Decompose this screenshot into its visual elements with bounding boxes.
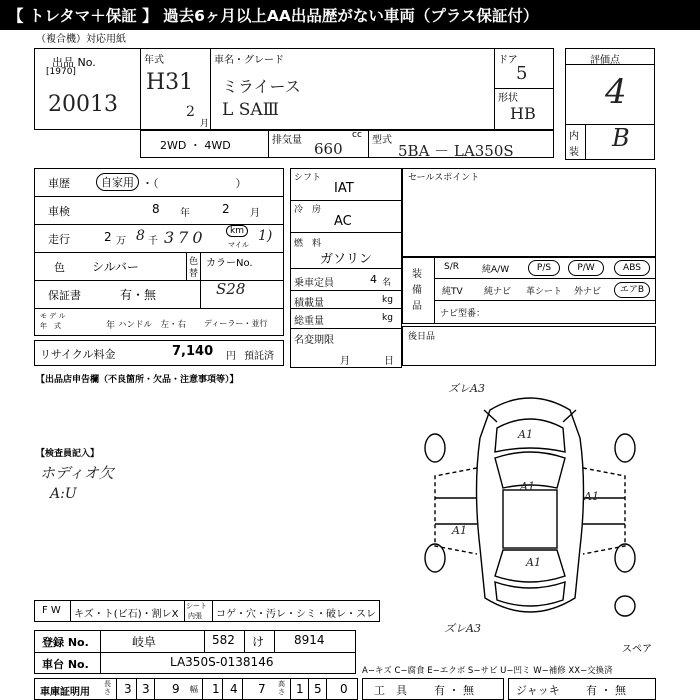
mileage-man-unit: 万 [116,236,126,247]
capacity-unit: 名 [382,278,392,288]
car-grade: L SAⅢ [222,100,280,120]
gross-label: 総重量 [294,316,324,327]
year-month-unit: 月 [200,119,210,129]
color-value: シルバー [92,260,139,274]
cert-height-1: 5 [314,682,322,696]
diagram-mark-back: ズレA3 [444,622,481,635]
shift-label: シフト [294,173,322,183]
load-label: 積載量 [294,298,324,309]
history-rest: ・（ ） [142,177,247,190]
car-damage-diagram [415,378,645,638]
spare-tire [615,596,635,616]
equip-ext-navi: 外ナビ [574,287,602,297]
name-change-day: 日 [384,356,394,367]
car-left-side [435,468,477,554]
diagram-mark-right: A1 [584,490,599,503]
history-value: 自家用 [96,173,139,191]
equip-nav-type: ナビ型番： [440,309,486,319]
load-unit: kg [382,295,393,305]
chassis-value: LA350S-0138146 [170,655,274,669]
wheel-front-right [615,434,635,462]
certificate-height-label: 高さ [278,680,285,696]
recycle-unit: 円 [226,351,236,362]
equip-pw: P/W [568,260,604,276]
score-value: 4 [605,72,627,112]
equip-abs: ABS [614,260,650,276]
jack-value: 有 ・ 無 [586,684,626,697]
diagram-mark-front: ズレA3 [448,382,485,395]
diagram-mark-rear: A1 [526,556,541,569]
equip-sr: S/R [444,262,459,272]
registration-kana: け [252,635,265,649]
registration-number: 8914 [294,633,325,647]
equip-tv: 純TV [442,287,463,297]
model-year-label-1: モ デ ル [40,312,66,320]
mileage-km: km [226,225,248,237]
wheel-rear-left [425,544,445,572]
doors-label: ドア [498,55,518,66]
fw-sheet-1: シート [186,602,207,610]
certificate-label: 車庫証明用 [40,687,90,698]
lot-small: [1970] [46,67,76,77]
equip-ps: P/S [528,260,560,276]
equipment-label-3: 品 [412,301,422,312]
diagram-mark-left: A1 [452,524,467,537]
color-change-1: 色 [189,257,199,267]
sales-point-label: セールスポイント [408,173,480,183]
fw-label: F W [42,605,61,616]
diagram-mark-roof: A1 [518,428,533,441]
fuel-label: 燃 料 [294,239,322,249]
name-change-label: 名変期限 [294,335,334,346]
cert-height-2: 0 [340,682,348,696]
color-no: S28 [216,280,246,298]
warranty-value: 有・無 [120,288,157,302]
registration-class: 582 [212,633,235,647]
displacement-unit: cc [352,130,362,140]
year-value: H31 [146,70,194,95]
interior-label-1: 内 [569,131,579,142]
cert-width-0: 1 [212,682,220,696]
year-month: 2 [186,104,195,120]
equipment-label-2: 備 [412,285,422,296]
certificate-long-label: 長さ [104,680,111,696]
equipment-label-1: 装 [412,269,422,280]
certificate-width-label: 幅 [190,685,198,694]
doors-value: 5 [516,63,528,84]
interior-label-2: 装 [569,147,579,158]
car-label: 車名・グレード [214,55,284,66]
car-rear-panel [495,582,565,606]
drive-type: 2WD ・ 4WD [160,139,231,152]
fw-sheet-2: 内張 [188,612,202,620]
fuel-value: ガソリン [320,252,373,267]
inspector-note-2: A:U [50,486,77,502]
tools-label: 工 具 [374,684,407,697]
equip-navi: 純ナビ [484,287,512,297]
post-entry-label: 後日品 [408,332,436,342]
aircon-label: 冷 房 [294,205,322,215]
wheel-rear-right [615,544,635,572]
car-cabin [503,490,557,548]
cert-height-0: 1 [296,682,304,696]
shift-value: IAT [334,181,354,196]
wheel-front-left [425,434,445,462]
model-label: 型式 [372,135,392,146]
chassis-label: 車台 No. [42,658,89,671]
history-label: 車歴 [48,177,70,190]
post-entry-box [402,326,656,366]
model-year-unit: 年 [106,321,116,331]
cert-width-1: 4 [230,682,238,696]
color-no-label: カラーNo. [206,258,253,269]
mileage-sen-unit: 千 [148,236,158,247]
recycle-value: 7,140 [172,344,214,359]
model-year-label-2: 年 式 [40,322,61,330]
mileage-sen: 8 [136,228,145,244]
year-label: 年式 [144,55,164,66]
inspection-year-unit: 年 [180,208,190,219]
model-value: 5BA － LA350S [398,142,514,160]
inspection-year: 8 [152,202,160,216]
cert-long-2: 9 [172,682,180,696]
recycle-label: リサイクル料金 [40,348,116,361]
aircon-value: AC [334,214,352,229]
registration-place: 岐阜 [132,635,157,649]
subheader: （複合機）対応用紙 [36,34,126,45]
shape-value: HB [510,104,536,123]
warranty-label: 保証書 [48,289,81,302]
car-right-side [583,468,625,554]
registration-label: 登録 No. [42,636,89,649]
fw-text: キズ・ト(ビ石)・割レX [74,609,179,620]
mileage-mile: マイル [228,241,249,249]
capacity-value: 4 [370,273,377,286]
displacement-value: 660 [314,140,343,158]
displacement-label: 排気量 [272,135,302,146]
diagram-mark-cabin: A1 [520,480,535,493]
lot-number: 20013 [48,92,118,117]
score-label: 評価点 [590,55,620,66]
mileage-label: 走行 [48,233,70,246]
mileage-rest: 370 [164,228,207,247]
gross-unit: kg [382,313,393,323]
model-year-handle: ハンドル 左・右 [118,320,187,330]
inspection-month: 2 [222,202,230,216]
cert-width-2: 7 [258,682,266,696]
mileage-bracket: 1) [258,228,273,244]
equip-leather: 革シート [526,287,563,297]
legend: A−キズ C−腐食 E−エクボ S−サビ U−凹ミ W−補修 XX−交換済 [362,666,613,676]
inspection-label: 車検 [48,205,70,218]
color-label: 色 [54,261,65,274]
tools-value: 有 ・ 無 [434,684,474,697]
inspector-note-1: ホディオ欠 [40,464,114,482]
car-name: ミライース [222,77,301,96]
seller-notes-label: 【出品店申告欄（不良箇所・欠品・注意事項等）】 [36,375,239,385]
name-change-month: 月 [340,356,350,367]
color-change-2: 替 [189,269,199,279]
banner-text: 【 トレタマ＋保証 】 過去6ヶ月以上AA出品歴がない車両（プラス保証付） [8,7,539,25]
inspection-month-unit: 月 [250,208,260,219]
cert-long-1: 3 [142,682,150,696]
interior-value: B [612,124,630,152]
model-year-dealer: ディーラー・並行 [204,319,268,328]
recycle-note: 預託済 [244,351,274,362]
mileage-man: 2 [104,230,112,244]
spare-label: スペア [622,644,652,655]
cert-long-0: 3 [124,682,132,696]
inspector-notes-label: 【検査員記入】 [36,449,100,459]
jack-label: ジャッキ [516,684,560,697]
equip-airbag: エアB [614,282,650,298]
shape-label: 形状 [498,93,518,104]
fw-sheet-text: コゲ・穴・汚レ・シミ・破レ・スレ [216,609,376,620]
equip-aw: 純A/W [482,265,510,275]
lot-label: 出品 No. [52,56,96,69]
capacity-label: 乗車定員 [294,278,334,289]
